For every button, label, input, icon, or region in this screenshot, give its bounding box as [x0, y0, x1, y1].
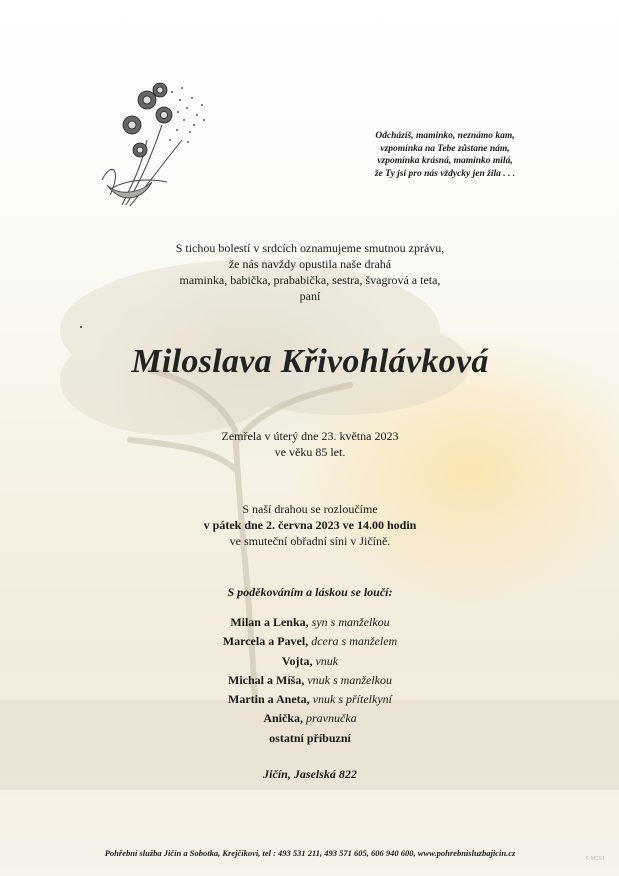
list-item: Milan a Lenka, syn s manželkou	[230, 615, 390, 629]
list-item: Marcela a Pavel, dcera s manželem	[222, 634, 398, 649]
list-item: ostatní příbuzní	[269, 730, 351, 745]
funeral-info	[110, 501, 510, 549]
announcement-intro	[110, 240, 510, 304]
mourners-heading: S poděkováním a láskou se loučí:	[227, 585, 393, 599]
poem-line: vzpomínka na Tebe zůstane nám,	[380, 143, 510, 154]
funeral-line: S naší drahou se rozloučíme	[242, 502, 378, 516]
mourners-list	[110, 613, 510, 748]
death-age: ve věku 85 let.	[274, 445, 346, 459]
funeral-service-footer: Pohřební služba Jičín a Sobotka, Krejčíkovi, tel : 493 531 211, 493 571 605, 606 940 600, www.pohrebnisluzbajicin.cz	[104, 848, 516, 858]
poem-line: Odcházíš, maminko, neznámo kam,	[375, 131, 515, 141]
poem	[340, 130, 550, 180]
speck-dot	[80, 326, 82, 328]
intro-line: S tichou bolestí v srdcích oznamujeme smutnou zprávu,	[175, 241, 445, 255]
list-item: Anička, pravnučka	[263, 711, 357, 726]
intro-line: paní	[299, 289, 321, 303]
watermark: © MCST	[585, 856, 605, 862]
intro-line: maminka, babička, prababička, sestra, švagrová a teta,	[179, 273, 441, 287]
funeral-venue: ve smuteční obřadní síni v Jičíně.	[229, 534, 391, 548]
intro-line: že nás navždy opustila naše drahá	[228, 257, 392, 271]
death-info	[110, 428, 510, 460]
list-item: Martin a Aneta, vnuk s přítelkyní	[228, 692, 392, 707]
poem-line: vzpomínka krásná, maminko milá,	[377, 156, 513, 166]
funeral-datetime: v pátek dne 2. června 2023 ve 14.00 hodin	[203, 518, 417, 532]
rose-bouquet-icon	[92, 70, 222, 215]
poem-line: že Ty jsi pro nás vždycky jen žila . . .	[374, 168, 516, 179]
list-item: Michal a Míša, vnuk s manželkou	[228, 672, 392, 687]
address: Jičín, Jaselská 822	[263, 767, 357, 781]
list-item: Vojta, vnuk	[281, 653, 339, 668]
deceased-name: Miloslava Křivohlávková	[131, 343, 489, 380]
death-date: Zemřela v úterý dne 23. května 2023	[221, 429, 399, 443]
